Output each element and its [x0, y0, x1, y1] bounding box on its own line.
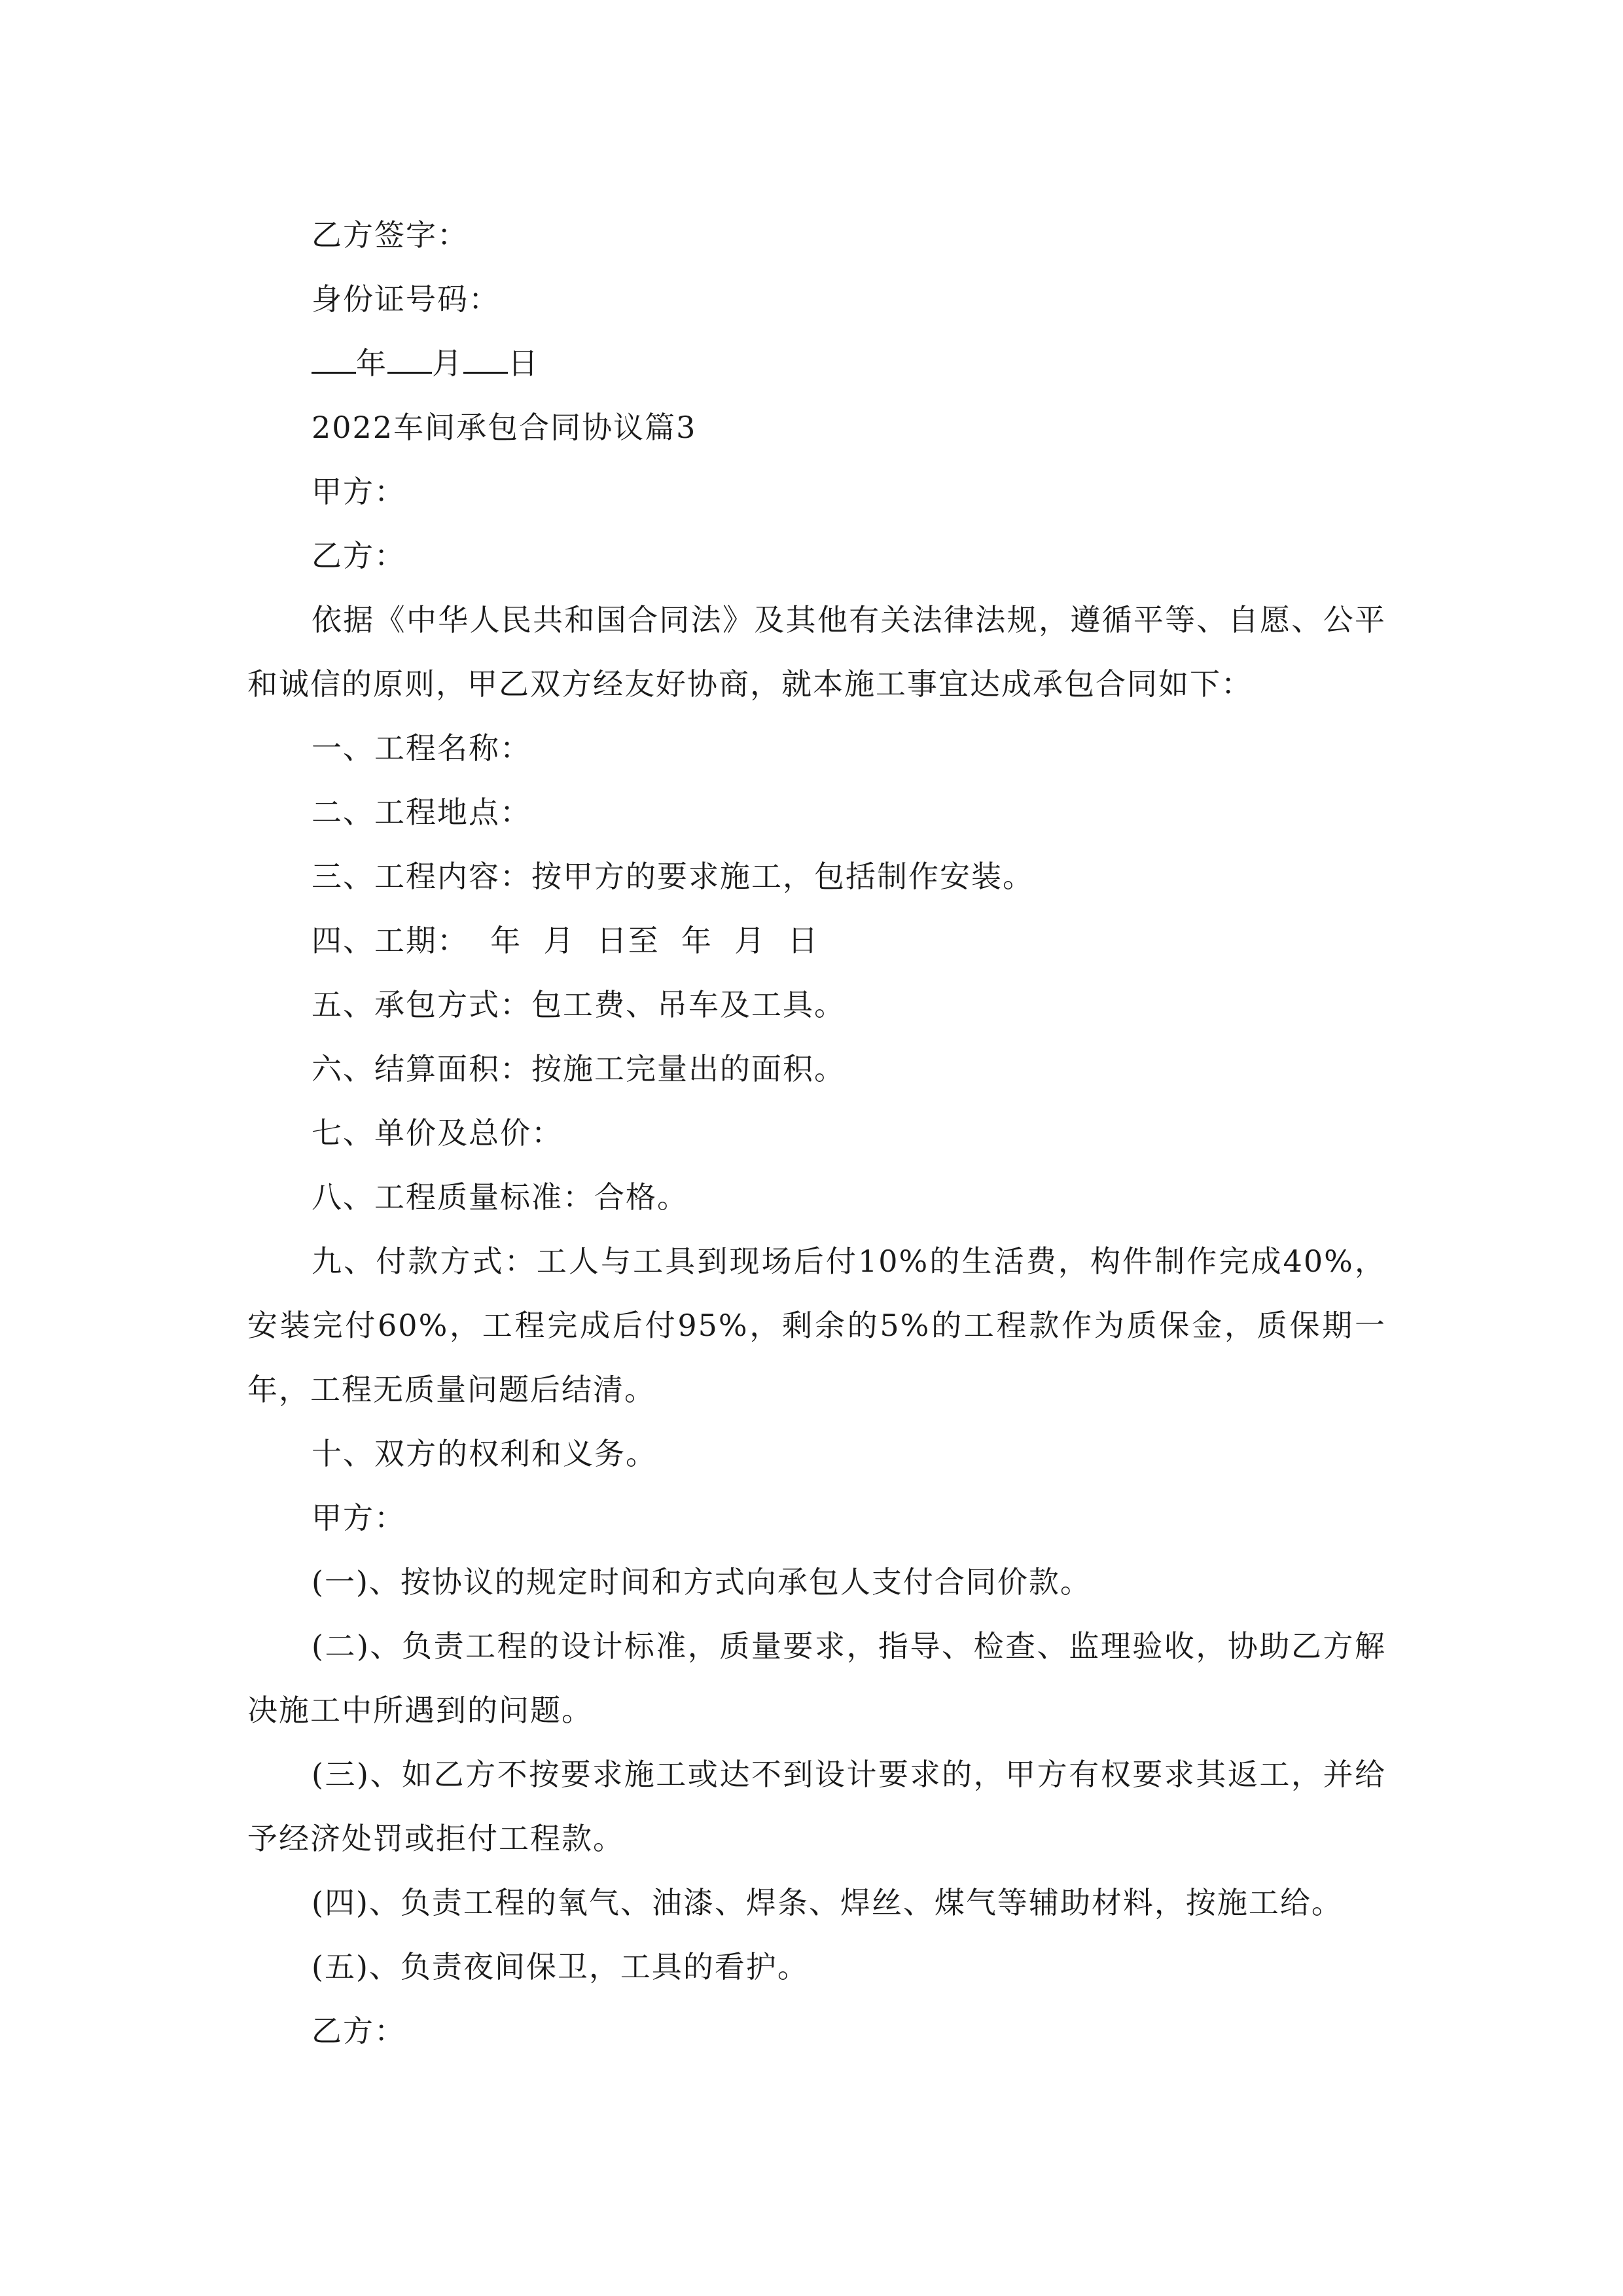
section-title: 2022车间承包合同协议篇3 [312, 410, 697, 445]
party-a-duty-4: (四)、负责工程的氧气、油漆、焊条、焊丝、煤气等辅助材料，按施工给。 [312, 1885, 1343, 1920]
item-quality-standard: 八、工程质量标准：合格。 [312, 1179, 688, 1215]
item-settlement-area: 六、结算面积：按施工完量出的面积。 [312, 1051, 846, 1086]
party-a-duty-5: (五)、负责夜间保卫，工具的看护。 [312, 1949, 809, 1984]
party-a-duty-3: (三)、如乙方不按要求施工或达不到设计要求的，甲方有权要求其返工，并给予经济处罚或拒付工程款。 [247, 1757, 1386, 1856]
month-blank [387, 335, 432, 374]
year-label: 年 [356, 346, 387, 381]
item-project-name: 一、工程名称： [312, 730, 531, 766]
month-label: 月 [432, 346, 463, 381]
yifang-signature-line: 乙方签字： [312, 217, 469, 253]
party-a-heading: 甲方： [312, 1500, 406, 1535]
year-blank [312, 335, 356, 374]
document-body [247, 203, 1386, 2063]
item-project-period: 四、工期： 年 月 日至 年 月 日 [312, 923, 819, 958]
date-line [247, 331, 1386, 395]
party-a-line: 甲方： [312, 474, 406, 509]
item-project-content: 三、工程内容：按甲方的要求施工，包括制作安装。 [312, 859, 1034, 894]
day-label: 日 [508, 346, 539, 381]
party-b-line: 乙方： [312, 538, 406, 573]
id-number-line: 身份证号码： [312, 281, 500, 317]
item-rights-obligations: 十、双方的权利和义务。 [312, 1436, 657, 1471]
item-project-location: 二、工程地点： [312, 795, 531, 830]
party-a-duty-2: (二)、负责工程的设计标准，质量要求，指导、检查、监理验收，协助乙方解决施工中所遇到的问题。 [247, 1628, 1386, 1728]
item-contract-method: 五、承包方式：包工费、吊车及工具。 [312, 987, 846, 1022]
day-blank [463, 335, 508, 374]
party-b-heading: 乙方： [312, 2013, 406, 2049]
preamble-paragraph: 依据《中华人民共和国合同法》及其他有关法律法规，遵循平等、自愿、公平和诚信的原则，甲乙双方经友好协商，就本施工事宜达成承包合同如下： [247, 602, 1386, 702]
item-unit-price: 七、单价及总价： [312, 1115, 563, 1151]
item-payment-method: 九、付款方式：工人与工具到现场后付10%的生活费，构件制作完成40%，安装完付60%，工程完成后付95%，剩余的5%的工程款作为质保金，质保期一年，工程无质量问题后结清。 [247, 1244, 1386, 1407]
party-a-duty-1: (一)、按协议的规定时间和方式向承包人支付合同价款。 [312, 1564, 1092, 1600]
